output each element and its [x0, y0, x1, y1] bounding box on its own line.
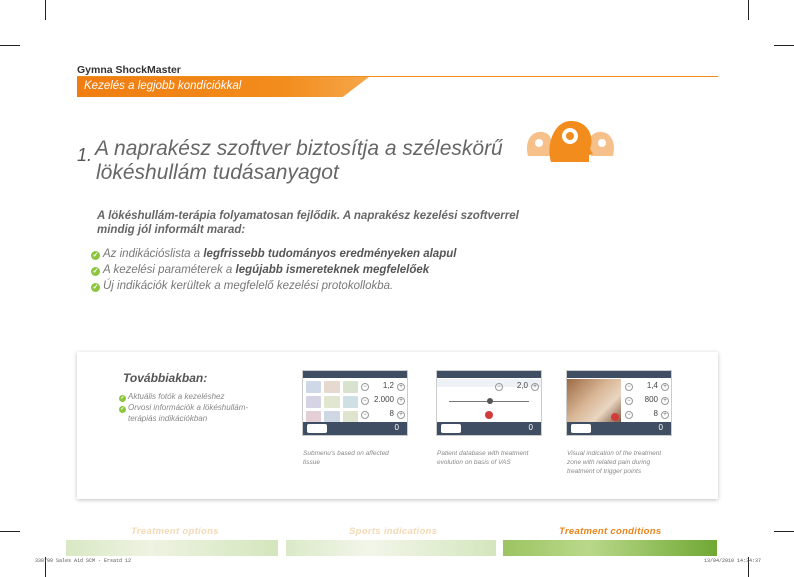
- crop-mark: [0, 45, 20, 46]
- screen-titlebar: [437, 371, 541, 378]
- banner-text: Kezelés a legjobb kondíciókkal: [84, 80, 242, 92]
- device-screenshot-patient-database: [436, 370, 542, 436]
- crop-mark: [774, 45, 794, 46]
- panel-title: Továbbiakban:: [123, 371, 208, 385]
- crop-mark: [0, 531, 20, 532]
- list-item: ✓ A kezelési paraméterek a legújabb ismereteknek megfelelőek: [92, 264, 430, 276]
- list-item: terápiás indikációkban: [128, 414, 208, 423]
- crop-mark: [774, 531, 794, 532]
- footer-strip: [286, 540, 496, 556]
- footer-tab-treatment-options[interactable]: Treatment options: [131, 526, 219, 537]
- screen-bottombar: 0: [437, 422, 541, 435]
- footer-tab-treatment-conditions[interactable]: Treatment conditions: [559, 526, 662, 537]
- intro-line: mindig jól informált marad:: [97, 224, 246, 236]
- feature-list: [119, 391, 248, 424]
- crop-mark: [748, 0, 749, 20]
- device-screenshot-submenus: [302, 370, 408, 436]
- intro-text: [97, 209, 557, 237]
- three-heads-gear-icon: [523, 116, 618, 164]
- check-icon: ✓: [120, 395, 125, 401]
- tissue-icon-grid: [306, 381, 358, 423]
- check-icon: ✓: [92, 284, 99, 291]
- footer-tab-sports-indications[interactable]: Sports indications: [349, 526, 438, 537]
- list-item: ✓ Az indikációslista a legfrissebb tudományos eredményeken alapul: [92, 248, 457, 260]
- list-item: ✓ Aktuális fotók a kezeléshez: [120, 392, 225, 401]
- screen-titlebar: [567, 371, 671, 378]
- screen-bottombar: 0: [567, 422, 671, 435]
- list-item: ✓ Új indikációk kerültek a megfelelő kezelési protokollokba.: [92, 280, 394, 292]
- screen-titlebar: [303, 371, 407, 378]
- print-slug-left: 330799 Sales Aid SCM - Ersatd 12: [35, 558, 132, 564]
- crop-mark: [45, 0, 46, 20]
- device-screenshot-trigger-points: [566, 370, 672, 436]
- footer-strip: [503, 540, 717, 556]
- screen-bottombar: 0: [303, 422, 407, 435]
- benefit-list: [91, 246, 456, 294]
- header-rule: [77, 76, 718, 77]
- screenshot-caption: Submenu's based on affected tissue: [303, 450, 389, 466]
- section-number: 1.: [77, 145, 93, 165]
- footer-strip: [66, 540, 278, 556]
- check-icon: ✓: [92, 252, 99, 259]
- section-title: [95, 137, 535, 185]
- parameter-control: − 8 +: [361, 409, 405, 423]
- list-item: ✓ Orvosi információk a lökéshullám-: [120, 403, 249, 412]
- parameter-control: − 8 +: [625, 409, 669, 423]
- section-title-line: lökéshullám tudásanyagot: [96, 161, 339, 184]
- parameter-control: − 800 +: [625, 395, 669, 409]
- screenshot-caption: Visual indication of the treatment zone with related pain during treatment of trigger points: [567, 450, 662, 475]
- brand-name: Gymna ShockMaster: [77, 64, 181, 76]
- print-slug-right: 13/04/2010 14:34:37: [704, 558, 762, 564]
- parameter-control: − 2,0 +: [495, 381, 539, 395]
- parameter-control: − 2.000 +: [361, 395, 405, 409]
- intro-line: A lökéshullám-terápia folyamatosan fejlődik. A naprakész kezelési szoftverrel: [97, 210, 519, 222]
- check-icon: ✓: [120, 406, 125, 412]
- screenshot-caption: Patient database with treatment evolution on basis of VAS: [437, 450, 529, 466]
- parameter-control: − 1,2 +: [361, 381, 405, 395]
- parameter-control: − 1,4 +: [625, 381, 669, 395]
- check-icon: ✓: [92, 268, 99, 275]
- section-title-line: A naprakész szoftver biztosítja a széleskörű: [95, 137, 503, 160]
